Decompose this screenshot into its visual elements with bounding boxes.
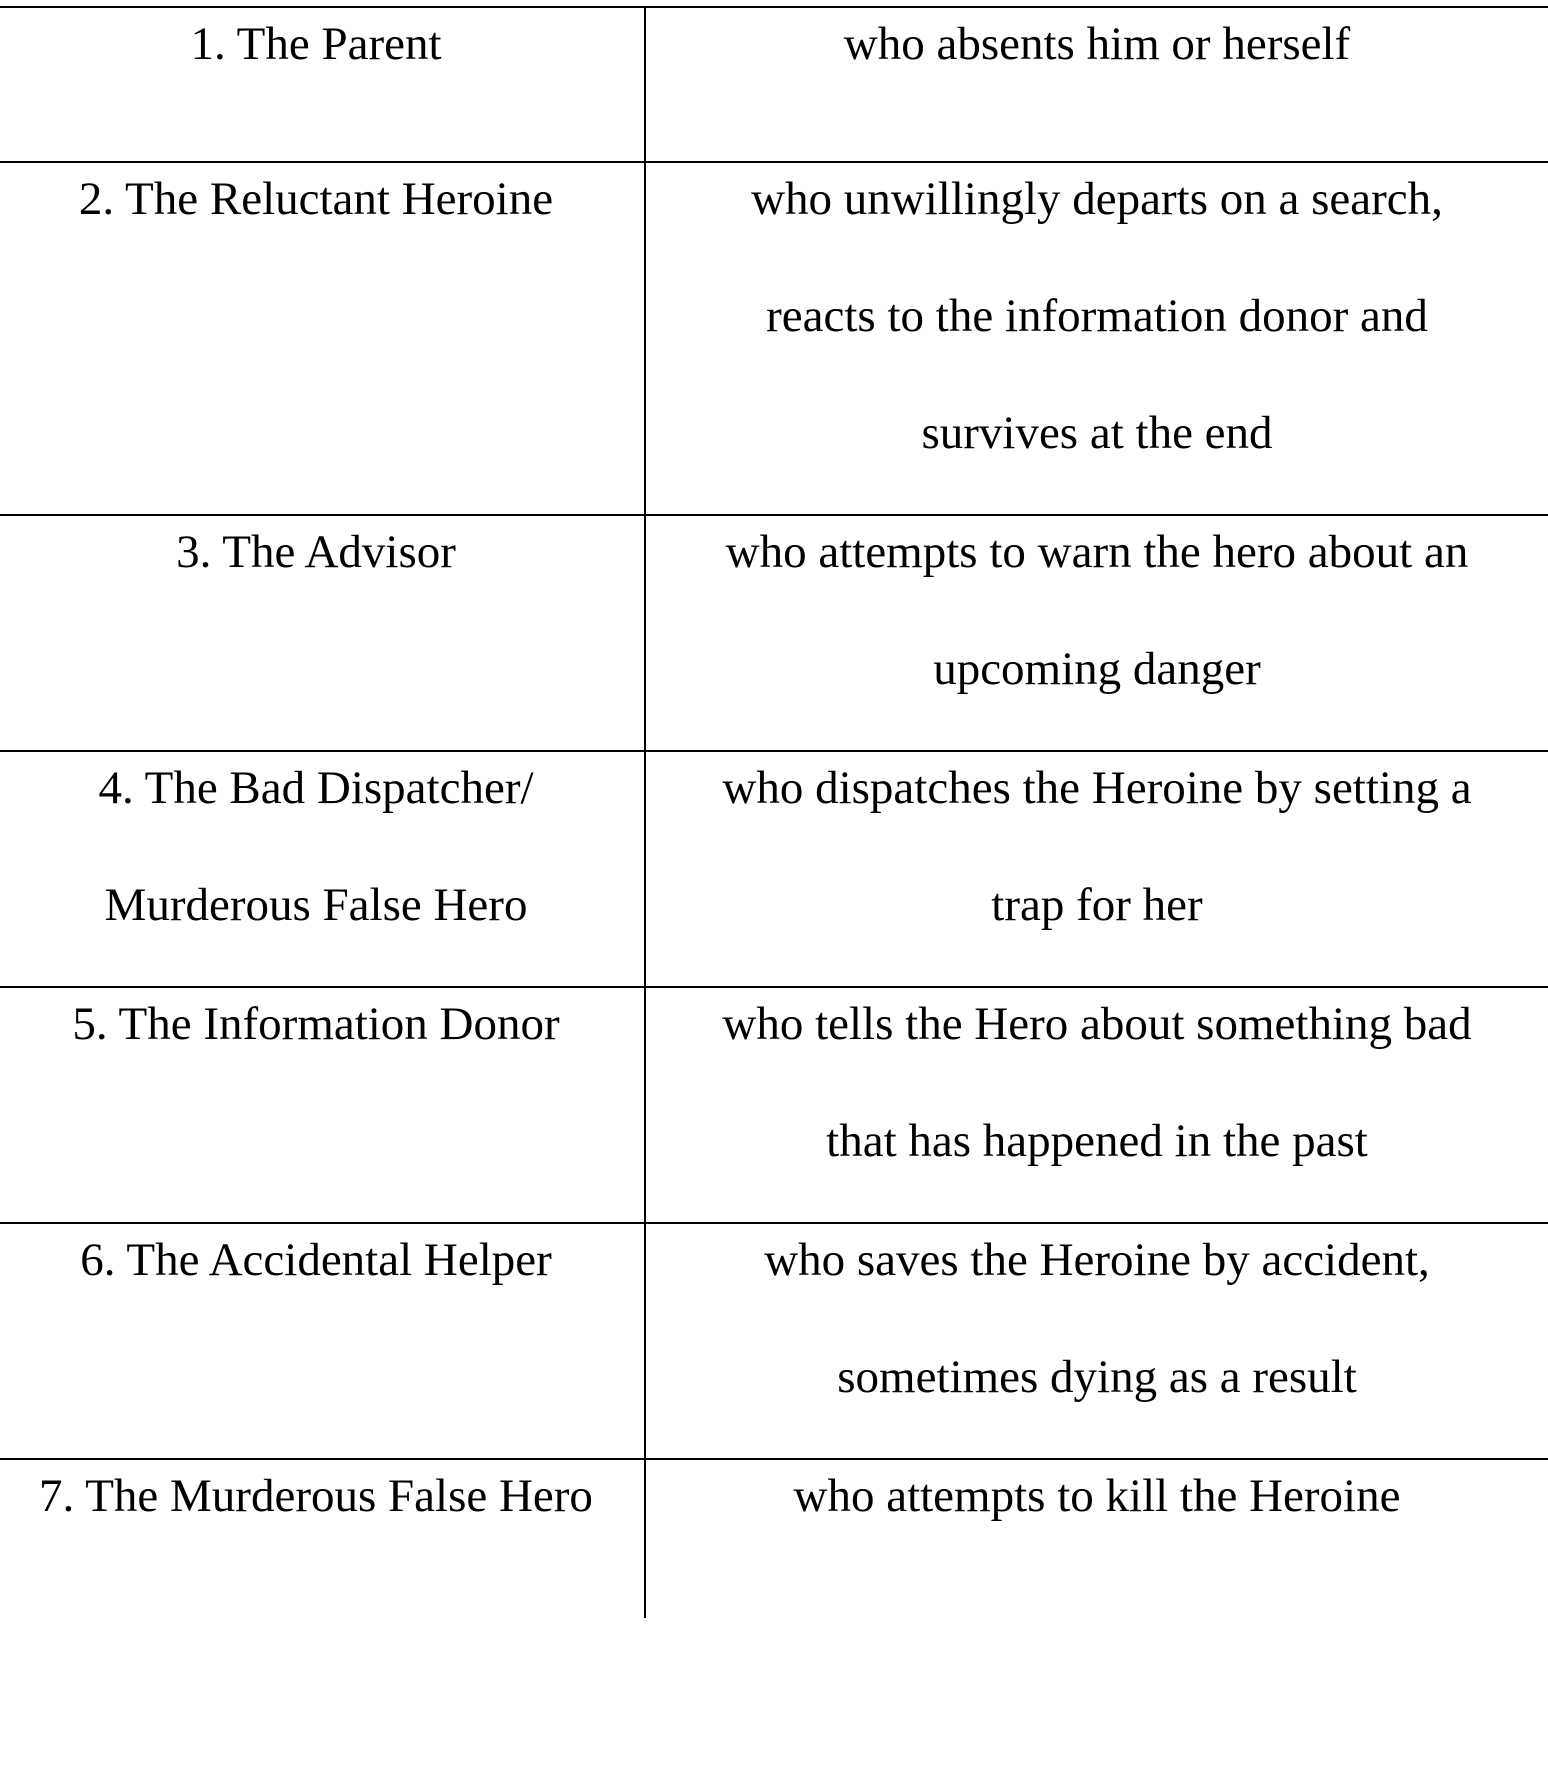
description-text: survives at the end <box>921 407 1273 459</box>
description-text: who dispatches the Heroine by setting a <box>722 762 1472 814</box>
description-text: who absents him or herself <box>843 18 1351 70</box>
table-row-7-description <box>646 1438 1548 1555</box>
role-text: 4. The Bad Dispatcher/ <box>98 762 534 814</box>
table-row-7-role <box>0 1438 632 1555</box>
table-row-1-description <box>646 0 1548 103</box>
table-row-4-role <box>0 730 632 964</box>
description-text: that has happened in the past <box>826 1115 1368 1167</box>
description-text: who unwillingly departs on a search, <box>751 173 1443 225</box>
table-row-3-role <box>0 494 632 611</box>
character-roles-table <box>0 6 1548 1618</box>
description-text: who attempts to kill the Heroine <box>793 1470 1401 1522</box>
table-row-5-role <box>0 966 632 1083</box>
description-text: who saves the Heroine by accident, <box>764 1234 1430 1286</box>
table-row-4-description <box>646 730 1548 964</box>
description-text: trap for her <box>991 879 1203 931</box>
role-text: Murderous False Hero <box>104 879 528 931</box>
table-row-3-description <box>646 494 1548 728</box>
role-text: 2. The Reluctant Heroine <box>78 173 554 225</box>
table-row-6-description <box>646 1202 1548 1436</box>
table-row-1-role <box>0 0 632 103</box>
table-row-2-description <box>646 141 1548 492</box>
table-row-2-role <box>0 141 632 258</box>
role-text: 1. The Parent <box>190 18 442 70</box>
role-text: 3. The Advisor <box>176 526 456 578</box>
description-text: who attempts to warn the hero about an <box>725 526 1469 578</box>
role-text: 6. The Accidental Helper <box>80 1234 552 1286</box>
description-text: upcoming danger <box>933 643 1261 695</box>
role-text: 7. The Murderous False Hero <box>39 1470 593 1522</box>
description-text: reacts to the information donor and <box>766 290 1428 342</box>
description-text: who tells the Hero about something bad <box>722 998 1472 1050</box>
table-row-5-description <box>646 966 1548 1200</box>
role-text: 5. The Information Donor <box>72 998 560 1050</box>
description-text: sometimes dying as a result <box>837 1351 1357 1403</box>
table-row-6-role <box>0 1202 632 1319</box>
